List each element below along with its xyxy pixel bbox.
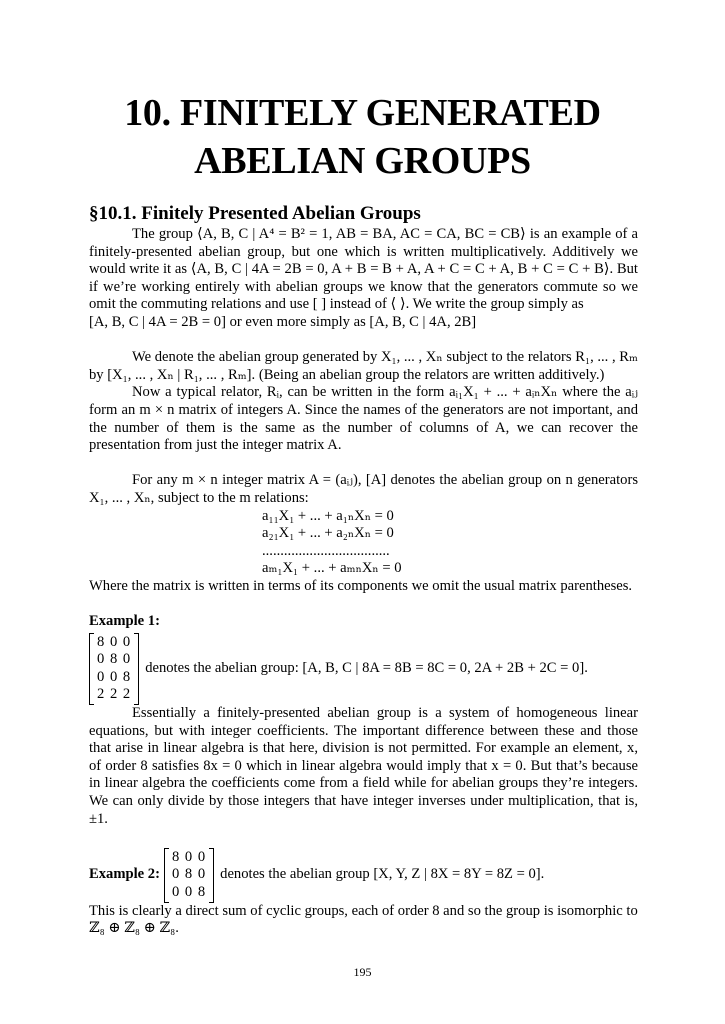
example-2-text: denotes the abelian group [X, Y, Z | 8X = 8Y = 8Z = 0]. — [220, 866, 545, 883]
example-1-text: denotes the abelian group: [A, B, C | 8A = 8B = 8C = 0, 2A + 2B + 2C = 0]. — [145, 660, 588, 677]
matrix-row: 0 8 0 — [97, 651, 132, 668]
paragraph-7-last-line: ℤ₈ ⊕ ℤ₈ ⊕ ℤ₈. — [89, 920, 179, 937]
paragraph-4: For any m × n integer matrix A = (aᵢⱼ), [A] denotes the abelian group on n generators X₁, ... , Xₙ, subject to the m relations: — [89, 472, 638, 506]
relation-line: a₂₁X₁ + ... + a₂ₙXₙ = 0 — [262, 525, 394, 542]
relation-line: ................................... — [262, 542, 390, 559]
example-2-matrix — [164, 848, 214, 903]
paragraph-1-last-line: [A, B, C | 4A = 2B = 0] or even more simply as [A, B, C | 4A, 2B] — [89, 313, 477, 330]
body-text — [89, 226, 638, 938]
paragraph-1: The group ⟨A, B, C | A⁴ = B² = 1, AB = BA, AC = CA, BC = CB⟩ is an example of a finitely-presented abelian group, but one which is written multiplicatively. Additively we would write it as ⟨A, B, C | 4A = 2B = 0, A + B = B + A, A + C = C + A, B + C = C + B⟩. But if we’re working entirely with abelian groups we know that the generators commute so we omit the commuting relations and use [ ] instead of ⟨ ⟩. We write the group simply as — [89, 226, 638, 313]
relations-list — [89, 508, 638, 578]
matrix-row: 8 0 0 — [97, 633, 132, 650]
example-2-label: Example 2: — [89, 866, 160, 883]
chapter-title-line-1: 10. FINITELY GENERATED — [124, 92, 601, 134]
paragraph-7: This is clearly a direct sum of cyclic groups, each of order 8 and so the group is isomorphic to — [89, 902, 638, 919]
example-1-label: Example 1: — [89, 613, 160, 630]
section-heading: §10.1. Finitely Presented Abelian Groups — [89, 203, 421, 224]
matrix-row: 0 0 8 — [171, 883, 207, 900]
relation-line: aₘ₁X₁ + ... + aₘₙXₙ = 0 — [262, 560, 402, 577]
page-number: 195 — [353, 965, 372, 979]
matrix-row: 2 2 2 — [97, 686, 132, 703]
example-2 — [89, 848, 638, 903]
paragraph-6: Essentially a finitely-presented abelian group is a system of homogeneous linear equations, but with integer coefficients. The important difference between these and those that arise in linear algebra is that here, division is not permitted. For example an element, x, of order 8 satisfies 8x = 0 which in linear algebra would imply that x = 0. But that’s because in linear algebra the coefficients come from a field while for abelian groups they’re integers. We can only divide by those integers that have integer inverses under multiplication, that is, ±1. — [89, 705, 638, 827]
example-1-matrix — [89, 633, 139, 705]
paragraph-3: Now a typical relator, Rᵢ, can be written in the form aᵢ₁X₁ + ... + aᵢₙXₙ where the aᵢⱼ form an m × n matrix of integers A. Since the names of the generators are not important, and the number of them is the same as the number of columns of A, we can recover the presentation from just the integer matrix A. — [89, 384, 638, 454]
matrix-row: 8 0 0 — [171, 848, 207, 865]
chapter-title-line-2: ABELIAN GROUPS — [194, 140, 531, 182]
paragraph-2: We denote the abelian group generated by X₁, ... , Xₙ subject to the relators R₁, ... , Rₘ by [X₁, ... , Xₙ | R₁, ... , Rₘ]. (Being an abelian group the relators are written additively.) — [89, 349, 638, 383]
matrix-row: 0 0 8 — [97, 668, 132, 685]
chapter-title — [0, 89, 725, 185]
example-1 — [89, 633, 638, 705]
paragraph-5: Where the matrix is written in terms of its components we omit the usual matrix parentheses. — [89, 577, 633, 594]
matrix-row: 0 8 0 — [171, 866, 207, 883]
relation-line: a₁₁X₁ + ... + a₁ₙXₙ = 0 — [262, 507, 394, 524]
